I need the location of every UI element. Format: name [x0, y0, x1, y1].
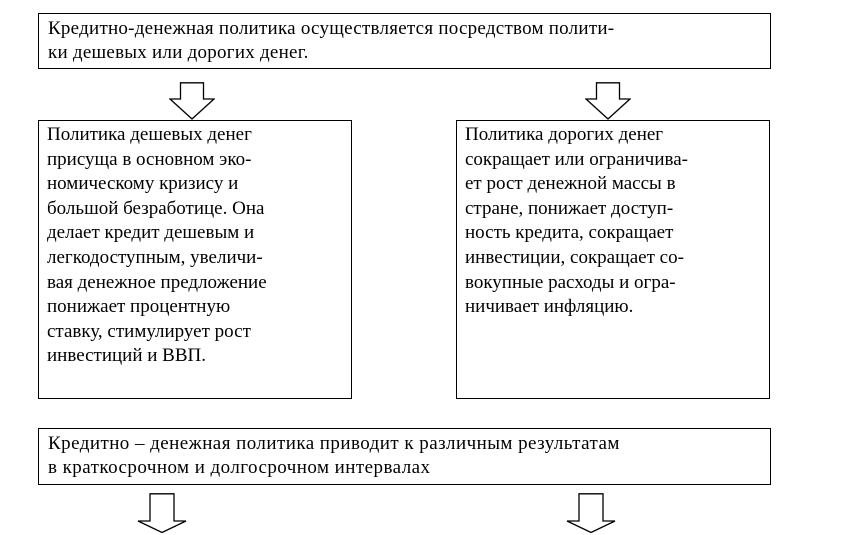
down-arrow-left-bottom — [137, 493, 187, 533]
cheap-money-line-4: большой безработице. Она — [47, 197, 265, 219]
dear-money-line-7: вокупные расходы и огра- — [465, 271, 676, 293]
cheap-money-line-8: понижает процентную — [47, 296, 231, 318]
cheap-money-line-10: инвестиций и ВВП. — [47, 345, 206, 367]
cheap-money-line-2: присуща в основном эко- — [47, 148, 252, 170]
cheap-money-line-5: делает кредит дешевым и — [47, 222, 255, 244]
bottom-box — [38, 428, 771, 485]
cheap-money-box — [38, 120, 352, 399]
top-box — [38, 13, 771, 69]
dear-money-line-2: сокращает или ограничива- — [465, 148, 688, 170]
cheap-money-line-7: вая денежное предложение — [47, 271, 267, 293]
down-arrow-right-top — [585, 82, 631, 120]
down-arrow-left-top — [169, 82, 215, 120]
bottom-box-line-2: в краткосрочном и долгосрочном интервалах — [48, 457, 431, 478]
dear-money-line-4: стране, понижает доступ- — [465, 197, 674, 219]
dear-money-line-6: инвестиции, сокращает со- — [465, 246, 684, 268]
dear-money-line-1: Политика дорогих денег — [465, 124, 664, 145]
dear-money-line-8: ничивает инфляцию. — [465, 296, 634, 318]
dear-money-line-3: ет рост денежной массы в — [465, 173, 676, 195]
dear-money-box — [456, 120, 770, 399]
dear-money-line-5: ность кредита, сокращает — [465, 222, 674, 244]
bottom-box-line-1: Кредитно – денежная политика приводит к различным результатам — [48, 433, 620, 454]
cheap-money-line-9: ставку, стимулирует рост — [47, 320, 251, 342]
top-box-line-1: Кредитно-денежная политика осуществляется посредством полити- — [48, 18, 615, 39]
top-box-line-2: ки дешевых или дорогих денег. — [48, 42, 309, 63]
cheap-money-line-6: легкодоступным, увеличи- — [47, 246, 263, 268]
cheap-money-line-1: Политика дешевых денег — [47, 124, 252, 145]
down-arrow-right-bottom — [566, 493, 616, 533]
cheap-money-line-3: номическому кризису и — [47, 173, 239, 195]
